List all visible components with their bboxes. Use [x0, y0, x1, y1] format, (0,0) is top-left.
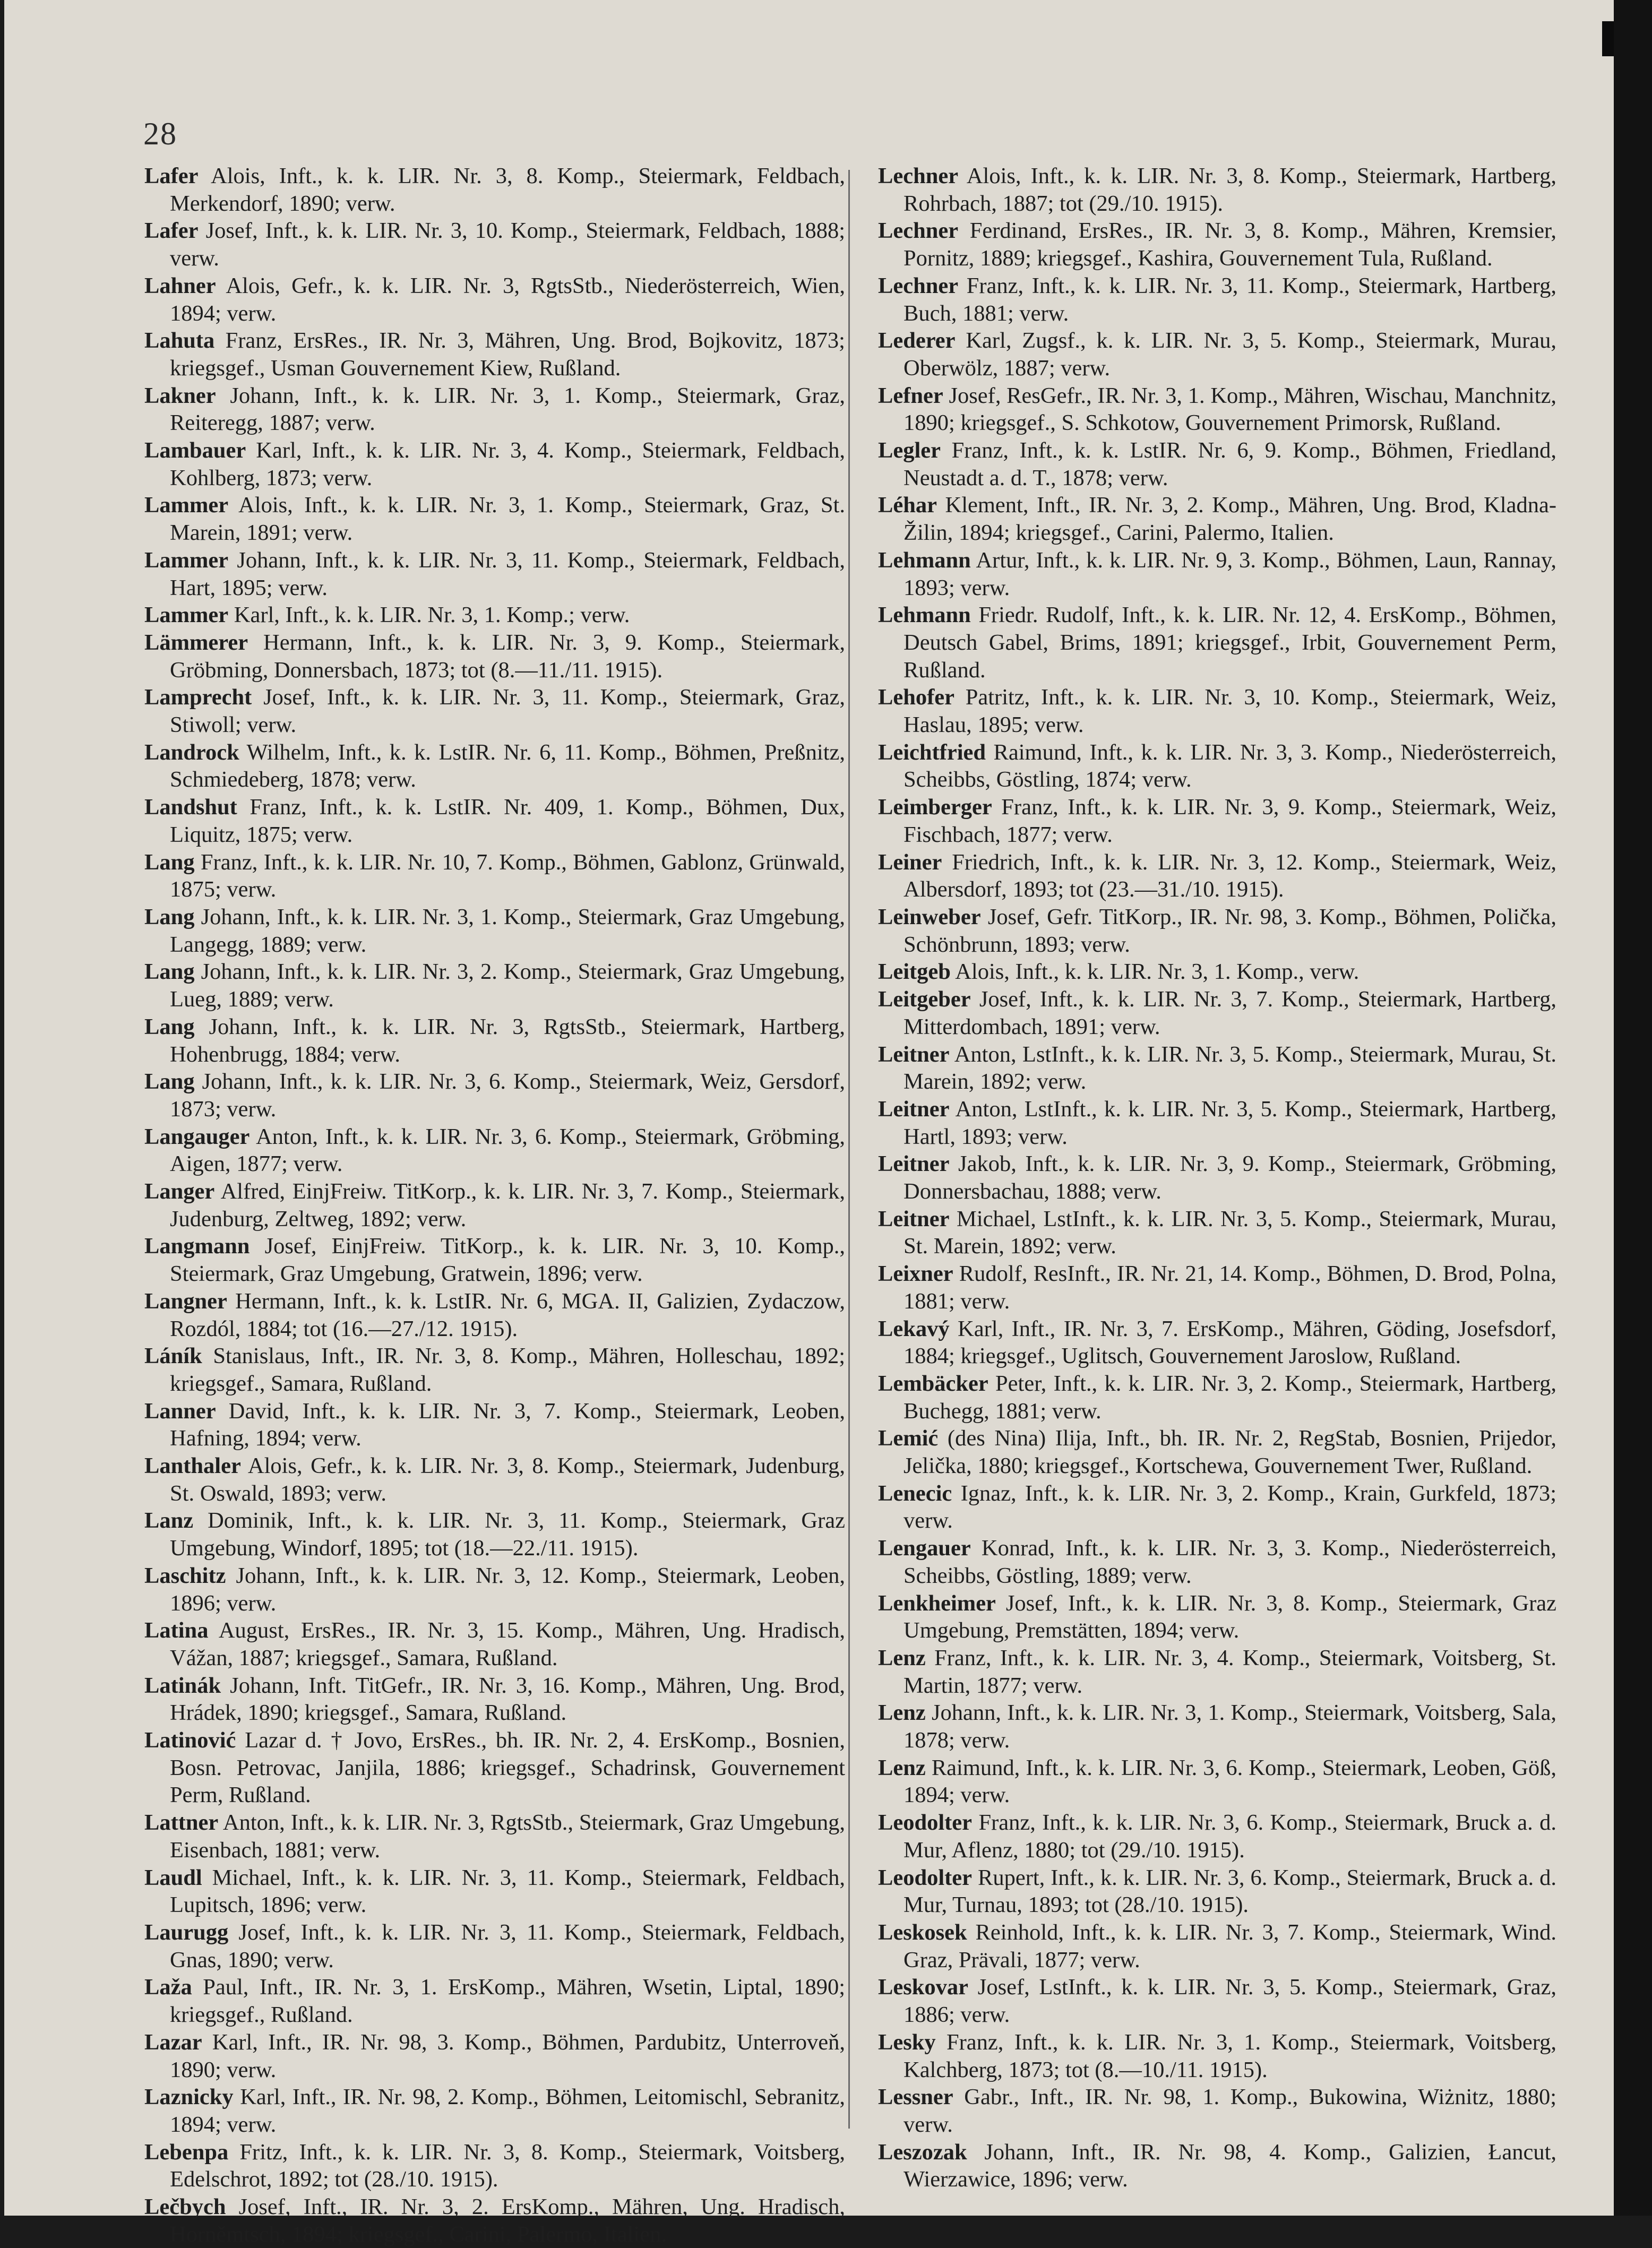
entry-details: Karl, Inft., IR. Nr. 3, 7. ErsKomp., Mähren, Göding, Josefsdorf, 1884; kriegsgef., Uglitsch, Gouvernement Jaroslow, Rußland.: [904, 1316, 1556, 1369]
entry-details: Karl, Inft., k. k. LIR. Nr. 3, 1. Komp.; verw.: [234, 602, 630, 628]
entry-details: Johann, Inft., k. k. LIR. Nr. 3, 6. Komp., Steiermark, Weiz, Gersdorf, 1873; verw.: [170, 1069, 846, 1122]
register-entry: [878, 2083, 1556, 2138]
entry-details: Artur, Inft., k. k. LIR. Nr. 9, 3. Komp., Böhmen, Laun, Rannay, 1893; verw.: [904, 547, 1556, 600]
entry-details: Franz, Inft., k. k. LIR. Nr. 3, 6. Komp., Steiermark, Bruck a. d. Mur, Aflenz, 1880; tot (29./10. 1915).: [904, 1810, 1556, 1863]
entry-details: David, Inft., k. k. LIR. Nr. 3, 7. Komp., Steiermark, Leoben, Hafning, 1894; verw.: [170, 1398, 846, 1451]
register-entry: [144, 1013, 845, 1068]
entry-surname: Lanner: [144, 1398, 216, 1424]
register-entry: [878, 1754, 1556, 1809]
register-entry: [878, 2139, 1556, 2193]
entry-details: Anton, LstInft., k. k. LIR. Nr. 3, 5. Komp., Steiermark, Murau, St. Marein, 1892; verw.: [904, 1041, 1557, 1095]
entry-details: Ferdinand, ErsRes., IR. Nr. 3, 8. Komp., Mähren, Kremsier, Pornitz, 1889; kriegsgef., Kashira, Gouvernement Tula, Rußland.: [904, 218, 1557, 271]
entry-details: Josef, Inft., k. k. LIR. Nr. 3, 10. Komp., Steiermark, Feldbach, 1888; verw.: [170, 218, 846, 271]
entry-details: Johann, Inft., k. k. LIR. Nr. 3, 12. Komp., Steiermark, Leoben, 1896; verw.: [170, 1563, 846, 1616]
entry-surname: Leiner: [878, 849, 942, 875]
register-entry: [878, 903, 1556, 958]
entry-details: Franz, Inft., k. k. LIR. Nr. 10, 7. Komp., Böhmen, Gablonz, Grünwald, 1875; verw.: [170, 849, 846, 902]
entry-surname: Leodolter: [878, 1865, 973, 1890]
entry-surname: Lahner: [144, 273, 216, 298]
register-entry: [878, 1699, 1556, 1754]
register-entry: [144, 1974, 845, 2028]
entry-details: Lazar d. † Jovo, ErsRes., bh. IR. Nr. 2, 4. ErsKomp., Bosnien, Bosn. Petrovac, Janjila, 1886; kriegsgef., Schadrinsk, Gouvernement Perm, Rußland.: [170, 1728, 846, 1808]
entry-details: Rupert, Inft., k. k. LIR. Nr. 3, 6. Komp., Steiermark, Bruck a. d. Mur, Turnau, 1893; tot (28./10. 1915).: [904, 1865, 1556, 1918]
entry-surname: Legler: [878, 438, 941, 463]
register-entry: [144, 1178, 845, 1233]
entry-surname: Lang: [144, 1014, 195, 1039]
entry-details: Josef, Inft., k. k. LIR. Nr. 3, 11. Komp., Steiermark, Feldbach, Gnas, 1890; verw.: [170, 1920, 845, 1973]
entry-details: Franz, Inft., k. k. LstIR. Nr. 409, 1. Komp., Böhmen, Dux, Liquitz, 1875; verw.: [170, 795, 845, 847]
register-entry: [878, 1041, 1556, 1096]
entry-details: Rudolf, ResInft., IR. Nr. 21, 14. Komp., Böhmen, D. Brod, Polna, 1881; verw.: [904, 1261, 1556, 1314]
register-entry: [878, 1480, 1556, 1535]
entry-details: Josef, LstInft., k. k. LIR. Nr. 3, 5. Komp., Steiermark, Graz, 1886; verw.: [904, 1975, 1557, 2028]
register-entry: [878, 1370, 1556, 1425]
entry-details: Patritz, Inft., k. k. LIR. Nr. 3, 10. Komp., Steiermark, Weiz, Haslau, 1895; verw.: [904, 685, 1557, 738]
register-entry: [878, 1096, 1556, 1150]
register-entry: [878, 547, 1556, 601]
register-entry: [878, 601, 1556, 684]
register-entry: [878, 986, 1556, 1040]
entry-surname: Lattner: [144, 1810, 219, 1836]
entry-details: Josef, Inft., k. k. LIR. Nr. 3, 7. Komp., Steiermark, Hartberg, Mitterdombach, 1891; verw.: [904, 987, 1557, 1039]
entry-details: Karl, Inft., IR. Nr. 98, 2. Komp., Böhmen, Leitomischl, Sebranitz, 1894; verw.: [170, 2085, 845, 2137]
entry-details: Gabr., Inft., IR. Nr. 98, 1. Komp., Bukowina, Wiżnitz, 1880; verw.: [904, 2085, 1557, 2137]
register-entry: [144, 1617, 845, 1672]
entry-details: Paul, Inft., IR. Nr. 3, 1. ErsKomp., Mähren, Wsetin, Liptal, 1890; kriegsgef., Rußland.: [170, 1975, 846, 2028]
entry-details: Raimund, Inft., k. k. LIR. Nr. 3, 6. Komp., Steiermark, Leoben, Göß, 1894; verw.: [904, 1755, 1556, 1808]
left-column: [144, 162, 845, 2248]
page-number: 28: [143, 116, 177, 151]
entry-details: Alois, Inft., k. k. LIR. Nr. 3, 8. Komp., Steiermark, Hartberg, Rohrbach, 1887; tot (29./10. 1915).: [904, 163, 1556, 216]
entry-details: Franz, ErsRes., IR. Nr. 3, Mähren, Ung. Brod, Bojkovitz, 1873; kriegsgef., Usman Gouvernement Kiew, Rußland.: [170, 328, 845, 381]
entry-details: Alois, Gefr., k. k. LIR. Nr. 3, RgtsStb., Niederösterreich, Wien, 1894; verw.: [170, 273, 846, 326]
entry-details: Franz, Inft., k. k. LIR. Nr. 3, 9. Komp., Steiermark, Weiz, Fischbach, 1877; verw.: [904, 795, 1556, 847]
entry-surname: Laudl: [144, 1865, 202, 1890]
register-entry: [144, 1727, 845, 1809]
entry-surname: Lanthaler: [144, 1453, 241, 1479]
entry-details: Konrad, Inft., k. k. LIR. Nr. 3, 3. Komp., Niederösterreich, Scheibbs, Göstling, 1889; verw.: [904, 1536, 1556, 1588]
entry-surname: Leskosek: [878, 1920, 967, 1945]
entry-details: Johann, Inft. TitGefr., IR. Nr. 3, 16. Komp., Mähren, Ung. Brod, Hrádek, 1890; kriegsgef., Samara, Rußland.: [170, 1673, 845, 1726]
register-entry: [144, 217, 845, 272]
entry-surname: Lessner: [878, 2085, 953, 2110]
register-entry: [144, 1233, 845, 1287]
entry-surname: Latina: [144, 1618, 209, 1643]
entry-surname: Leskovar: [878, 1975, 968, 2000]
entry-surname: Lesky: [878, 2029, 936, 2055]
register-entry: [144, 684, 845, 738]
entry-surname: Leitgeber: [878, 987, 971, 1012]
entry-details: Alois, Inft., k. k. LIR. Nr. 3, 1. Komp., verw.: [955, 959, 1360, 985]
entry-details: Jakob, Inft., k. k. LIR. Nr. 3, 9. Komp., Steiermark, Gröbming, Donnersbachau, 1888; verw.: [904, 1151, 1556, 1204]
entry-surname: Langner: [144, 1288, 227, 1314]
register-entry: [878, 2029, 1556, 2083]
entry-surname: Langmann: [144, 1234, 250, 1259]
entry-details: Josef, Inft., k. k. LIR. Nr. 3, 8. Komp., Steiermark, Graz Umgebung, Premstätten, 1894; verw.: [904, 1590, 1556, 1643]
register-entry: [144, 2139, 845, 2193]
entry-details: Johann, Inft., k. k. LIR. Nr. 3, 11. Komp., Steiermark, Feldbach, Hart, 1895; verw.: [170, 547, 845, 600]
entry-details: (des Nina) Ilija, Inft., bh. IR. Nr. 2, RegStab, Bosnien, Prijedor, Jelička, 1880; kriegsgef., Kortschewa, Gouvernement Twer, Rußland.: [904, 1426, 1557, 1479]
register-entry: [144, 1809, 845, 1864]
register-entry: [144, 1068, 845, 1123]
entry-surname: Latinović: [144, 1728, 236, 1753]
entry-details: Franz, Inft., k. k. LIR. Nr. 3, 11. Komp., Steiermark, Hartberg, Buch, 1881; verw.: [904, 273, 1556, 326]
register-entry: [878, 437, 1556, 492]
register-entry: [144, 601, 845, 629]
entry-surname: Leimberger: [878, 795, 992, 820]
entry-details: Stanislaus, Inft., IR. Nr. 3, 8. Komp., Mähren, Holleschau, 1892; kriegsgef., Samara, Rußland.: [170, 1343, 845, 1396]
entry-surname: Leitner: [878, 1206, 950, 1231]
register-entry: [144, 903, 845, 958]
register-entry: [878, 1425, 1556, 1479]
entry-surname: Lehofer: [878, 685, 954, 710]
entry-surname: Lang: [144, 1069, 195, 1095]
entry-details: Karl, Inft., IR. Nr. 98, 3. Komp., Böhmen, Pardubitz, Unterroveň, 1890; verw.: [170, 2029, 845, 2082]
entry-surname: Leichtfried: [878, 739, 986, 765]
entry-surname: Lečbych: [144, 2194, 226, 2220]
entry-surname: Latinák: [144, 1673, 221, 1698]
entry-details: Michael, LstInft., k. k. LIR. Nr. 3, 5. Komp., Steiermark, Murau, St. Marein, 1892; verw.: [904, 1206, 1557, 1259]
register-entry: [144, 1672, 845, 1727]
entry-surname: Láník: [144, 1343, 202, 1369]
entry-details: Dominik, Inft., k. k. LIR. Nr. 3, 11. Komp., Steiermark, Graz Umgebung, Windorf, 1895; tot (18.—22./11. 1915).: [170, 1508, 845, 1561]
register-entry: [144, 958, 845, 1013]
register-entry: [144, 629, 845, 684]
entry-details: August, ErsRes., IR. Nr. 3, 15. Komp., Mähren, Ung. Hradisch, Vážan, 1887; kriegsgef., Samara, Rußland.: [170, 1618, 845, 1670]
entry-surname: Lenecic: [878, 1480, 952, 1506]
entry-surname: Leszozak: [878, 2139, 967, 2165]
entry-details: Hermann, Inft., k. k. LstIR. Nr. 6, MGA. II, Galizien, Zydaczow, Rozdól, 1884; tot (16.—27./12. 1915).: [170, 1288, 845, 1341]
entry-details: Johann, Inft., k. k. LIR. Nr. 3, 2. Komp., Steiermark, Graz Umgebung, Lueg, 1889; verw.: [170, 959, 846, 1012]
register-entry: [144, 382, 845, 437]
entry-details: Peter, Inft., k. k. LIR. Nr. 3, 2. Komp., Steiermark, Hartberg, Buchegg, 1881; verw.: [904, 1371, 1557, 1424]
entry-surname: Laurugg: [144, 1920, 229, 1945]
entry-surname: Lang: [144, 849, 195, 875]
entry-surname: Lengauer: [878, 1536, 971, 1561]
entry-surname: Léhar: [878, 493, 937, 518]
entry-surname: Lehmann: [878, 547, 971, 573]
scan-border: [1614, 0, 1652, 2216]
entry-details: Klement, Inft., IR. Nr. 3, 2. Komp., Mähren, Ung. Brod, Kladna-Žilin, 1894; kriegsgef., Carini, Palermo, Italien.: [904, 493, 1556, 546]
register-entry: [144, 437, 845, 492]
entry-surname: Lahuta: [144, 328, 215, 354]
register-entry: [144, 849, 845, 903]
entry-surname: Leitgeb: [878, 959, 951, 985]
register-entry: [878, 1809, 1556, 1864]
register-entry: [878, 958, 1556, 986]
entry-surname: Lämmerer: [144, 630, 248, 655]
entry-surname: Lenz: [878, 1645, 926, 1670]
entry-surname: Lenkheimer: [878, 1590, 996, 1616]
entry-details: Johann, Inft., k. k. LIR. Nr. 3, 1. Komp., Steiermark, Graz Umgebung, Langegg, 1889; verw.: [170, 904, 846, 957]
entry-surname: Lammer: [144, 547, 229, 573]
register-entry: [144, 1864, 845, 1919]
entry-surname: Leitner: [878, 1041, 950, 1067]
entry-details: Josef, ResGefr., IR. Nr. 3, 1. Komp., Mähren, Wischau, Manchnitz, 1890; kriegsgef., S. Schkotow, Gouvernement Primorsk, Rußland.: [904, 383, 1557, 436]
register-entry: [878, 492, 1556, 546]
entry-surname: Lafer: [144, 218, 199, 244]
register-entry: [144, 327, 845, 382]
register-entry: [878, 1974, 1556, 2028]
entry-surname: Lang: [144, 904, 195, 929]
entry-details: Anton, LstInft., k. k. LIR. Nr. 3, 5. Komp., Steiermark, Hartberg, Hartl, 1893; verw.: [904, 1096, 1557, 1149]
entry-details: Johann, Inft., k. k. LIR. Nr. 3, 1. Komp., Steiermark, Voitsberg, Sala, 1878; verw.: [904, 1700, 1556, 1753]
register-entry: [144, 162, 845, 217]
entry-details: Josef, Gefr. TitKorp., IR. Nr. 98, 3. Komp., Böhmen, Polička, Schönbrunn, 1893; verw.: [904, 904, 1556, 957]
register-entry: [144, 2029, 845, 2083]
register-entry: [878, 794, 1556, 848]
entry-details: Franz, Inft., k. k. LIR. Nr. 3, 1. Komp., Steiermark, Voitsberg, Kalchberg, 1873; tot (8.—10./11. 1915).: [904, 2029, 1557, 2082]
entry-surname: Langauger: [144, 1124, 250, 1149]
entry-surname: Lembäcker: [878, 1371, 988, 1396]
register-entry: [144, 2083, 845, 2138]
entry-details: Alois, Inft., k. k. LIR. Nr. 3, 8. Komp., Steiermark, Feldbach, Merkendorf, 1890; verw.: [170, 163, 846, 216]
register-entry: [878, 1260, 1556, 1315]
entry-details: Michael, Inft., k. k. LIR. Nr. 3, 11. Komp., Steiermark, Feldbach, Lupitsch, 1896; verw.: [170, 1865, 846, 1918]
register-entry: [144, 739, 845, 794]
register-entry: [878, 1644, 1556, 1699]
document-page: [4, 0, 1633, 2247]
entry-details: Karl, Inft., k. k. LIR. Nr. 3, 4. Komp., Steiermark, Feldbach, Kohlberg, 1873; verw.: [170, 438, 845, 490]
register-entry: [878, 382, 1556, 437]
entry-details: Fritz, Inft., k. k. LIR. Nr. 3, 8. Komp., Steiermark, Voitsberg, Edelschrot, 1892; tot (28./10. 1915).: [170, 2139, 846, 2192]
entry-details: Alfred, EinjFreiw. TitKorp., k. k. LIR. Nr. 3, 7. Komp., Steiermark, Judenburg, Zeltweg, 1892; verw.: [170, 1179, 845, 1231]
column-divider: [848, 170, 850, 2129]
entry-details: Karl, Zugsf., k. k. LIR. Nr. 3, 5. Komp., Steiermark, Murau, Oberwölz, 1887; verw.: [904, 328, 1556, 381]
entry-details: Hermann, Inft., k. k. LIR. Nr. 3, 9. Komp., Steiermark, Gröbming, Donnersbach, 1873; tot (8.—11./11. 1915).: [170, 630, 846, 683]
entry-details: Reinhold, Inft., k. k. LIR. Nr. 3, 7. Komp., Steiermark, Wind. Graz, Prävali, 1877; verw.: [904, 1920, 1557, 1973]
entry-surname: Lemić: [878, 1426, 939, 1451]
entry-details: Friedr. Rudolf, Inft., k. k. LIR. Nr. 12, 4. ErsKomp., Böhmen, Deutsch Gabel, Brims, 1891; kriegsgef., Irbit, Gouvernement Perm, Rußland.: [904, 602, 1556, 683]
entry-surname: Langer: [144, 1179, 215, 1204]
register-entry: [144, 1398, 845, 1452]
entry-surname: Lang: [144, 959, 195, 985]
register-entry: [144, 1919, 845, 1974]
entry-surname: Lehmann: [878, 602, 971, 628]
entry-surname: Lanz: [144, 1508, 194, 1534]
entry-surname: Lazar: [144, 2029, 202, 2055]
register-entry: [878, 684, 1556, 738]
register-entry: [878, 1864, 1556, 1919]
entry-surname: Lederer: [878, 328, 956, 354]
entry-surname: Lafer: [144, 163, 199, 188]
entry-details: Franz, Inft., k. k. LstIR. Nr. 6, 9. Komp., Böhmen, Friedland, Neustadt a. d. T., 1878; verw.: [904, 438, 1557, 490]
entry-details: Franz, Inft., k. k. LIR. Nr. 3, 4. Komp., Steiermark, Voitsberg, St. Martin, 1877; verw.: [904, 1645, 1556, 1698]
register-entry: [144, 1288, 845, 1342]
register-entry: [144, 272, 845, 327]
entry-surname: Lammer: [144, 602, 229, 628]
entry-details: Johann, Inft., k. k. LIR. Nr. 3, 1. Komp., Steiermark, Graz, Reiteregg, 1887; verw.: [170, 383, 845, 436]
entry-details: Josef, Inft., IR. Nr. 3, 2. ErsKomp., Mähren, Ung. Hradisch, Horněmtsch, 1894; kriegsgef., Carini, Palermo, Italien.: [170, 2194, 845, 2247]
entry-surname: Leinweber: [878, 904, 981, 929]
entry-surname: Lambauer: [144, 438, 246, 463]
entry-surname: Lenz: [878, 1755, 926, 1780]
entry-details: Alois, Inft., k. k. LIR. Nr. 3, 1. Komp., Steiermark, Graz, St. Marein, 1891; verw.: [170, 493, 845, 546]
entry-surname: Lenz: [878, 1700, 926, 1726]
entry-surname: Landshut: [144, 795, 237, 820]
entry-surname: Leitner: [878, 1151, 950, 1177]
register-entry: [878, 327, 1556, 382]
entry-surname: Lechner: [878, 273, 959, 298]
register-entry: [878, 1150, 1556, 1205]
entry-surname: Lechner: [878, 218, 959, 244]
register-entry: [878, 739, 1556, 794]
entry-details: Johann, Inft., IR. Nr. 98, 4. Komp., Galizien, Łancut, Wierzawice, 1896; verw.: [904, 2139, 1557, 2192]
entry-surname: Landrock: [144, 739, 239, 765]
entry-details: Alois, Gefr., k. k. LIR. Nr. 3, 8. Komp., Steiermark, Judenburg, St. Oswald, 1893; verw.: [170, 1453, 846, 1506]
entry-surname: Lakner: [144, 383, 216, 408]
register-entry: [144, 1507, 845, 1562]
register-entry: [144, 492, 845, 546]
entry-surname: Lefner: [878, 383, 943, 408]
entry-details: Friedrich, Inft., k. k. LIR. Nr. 3, 12. Komp., Steiermark, Weiz, Albersdorf, 1893; tot (23.—31./10. 1915).: [904, 849, 1556, 902]
entry-details: Johann, Inft., k. k. LIR. Nr. 3, RgtsStb., Steiermark, Hartberg, Hohenbrugg, 1884; verw.: [170, 1014, 846, 1067]
entry-surname: Leixner: [878, 1261, 953, 1287]
register-entry: [878, 1205, 1556, 1260]
register-entry: [878, 162, 1556, 217]
entry-details: Anton, Inft., k. k. LIR. Nr. 3, RgtsStb., Steiermark, Graz Umgebung, Eisenbach, 1881; verw.: [170, 1810, 846, 1863]
entry-surname: Laža: [144, 1975, 192, 2000]
entry-surname: Leitner: [878, 1096, 950, 1122]
entry-surname: Lamprecht: [144, 685, 252, 710]
entry-details: Josef, Inft., k. k. LIR. Nr. 3, 11. Komp., Steiermark, Graz, Stiwoll; verw.: [170, 685, 846, 738]
entry-details: Raimund, Inft., k. k. LIR. Nr. 3, 3. Komp., Niederösterreich, Scheibbs, Göstling, 1874; verw.: [904, 739, 1556, 793]
register-entry: [144, 1123, 845, 1178]
register-entry: [144, 1342, 845, 1397]
register-entry: [144, 794, 845, 848]
entry-surname: Lammer: [144, 493, 229, 518]
register-entry: [878, 1590, 1556, 1644]
register-entry: [878, 1535, 1556, 1589]
register-entry: [144, 1452, 845, 1507]
register-entry: [878, 217, 1556, 272]
entry-details: Josef, EinjFreiw. TitKorp., k. k. LIR. Nr. 3, 10. Komp., Steiermark, Graz Umgebung, Gratwein, 1896; verw.: [170, 1234, 845, 1287]
entry-details: Ignaz, Inft., k. k. LIR. Nr. 3, 2. Komp., Krain, Gurkfeld, 1873; verw.: [904, 1480, 1557, 1534]
entry-surname: Laschitz: [144, 1563, 226, 1588]
entry-details: Wilhelm, Inft., k. k. LstIR. Nr. 6, 11. Komp., Böhmen, Preßnitz, Schmiedeberg, 1878; verw.: [170, 739, 845, 793]
register-entry: [144, 2193, 845, 2248]
register-entry: [878, 1919, 1556, 1974]
register-entry: [878, 272, 1556, 327]
entry-surname: Lebenpa: [144, 2139, 229, 2165]
entry-surname: Leodolter: [878, 1810, 973, 1836]
entry-surname: Lekavý: [878, 1316, 950, 1341]
register-entry: [878, 849, 1556, 903]
entry-surname: Laznicky: [144, 2085, 234, 2110]
register-entry: [878, 1315, 1556, 1370]
register-entry: [144, 547, 845, 601]
register-entry: [144, 1562, 845, 1617]
entry-surname: Lechner: [878, 163, 959, 188]
right-column: [878, 162, 1556, 2193]
entry-details: Anton, Inft., k. k. LIR. Nr. 3, 6. Komp., Steiermark, Gröbming, Aigen, 1877; verw.: [170, 1124, 845, 1177]
